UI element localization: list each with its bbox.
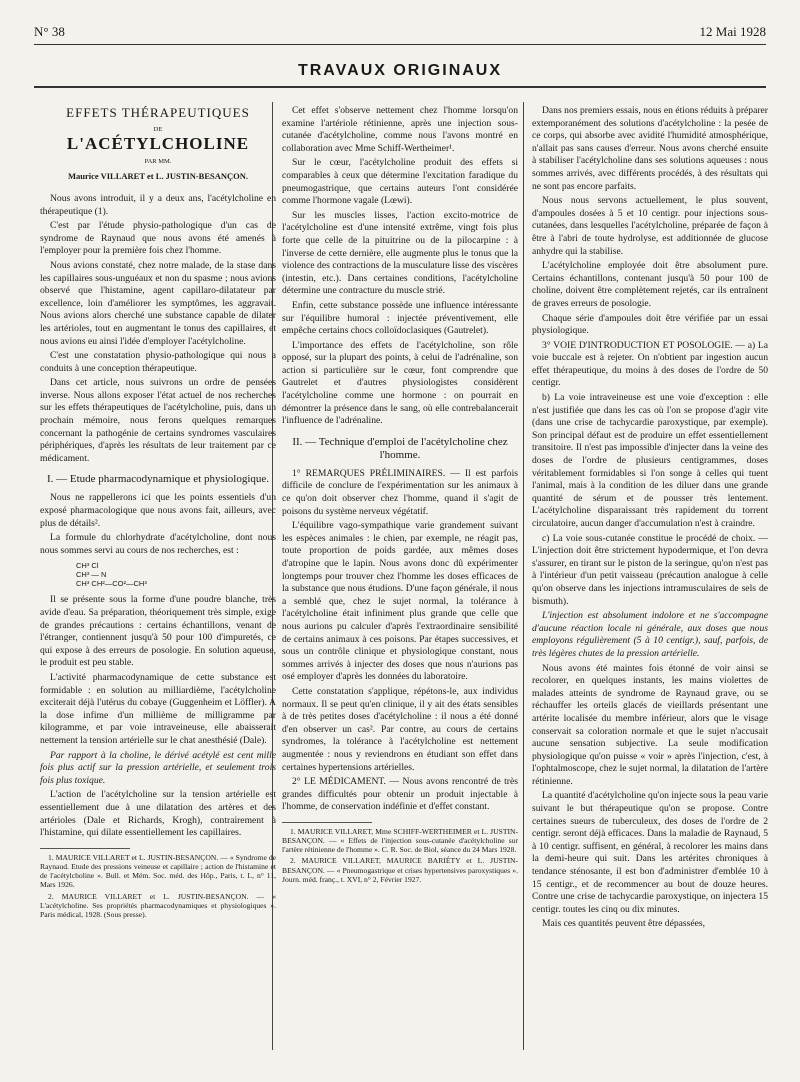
page-number: N° 38 (34, 24, 65, 39)
footnote-rule (40, 848, 130, 849)
authors: Maurice VILLARET et L. JUSTIN-BESANÇON. (67, 171, 249, 182)
section-heading-2: II. — Technique d'emploi de l'acétylcholine chez l'homme. (292, 435, 508, 461)
paragraph: Cet effet s'observe nettement chez l'homme lorsqu'on examine l'artériole rétinienne, après une injection sous-cutanée d'acétylcholine, comme nous l'avons montré en collaboration avec Mme Schiff-Wertheimer¹. (282, 105, 518, 154)
paragraph: Enfin, cette substance possède une influence intéressante sur l'équilibre humoral : injectée préventivement, elle empêche certains chocs colloïdoclasiques (Gautrelet). (282, 299, 518, 337)
footnote-rule (282, 822, 372, 823)
article-title-de: DE (153, 125, 163, 133)
footnote: 2. MAURICE VILLARET et L. JUSTIN-BESANÇON. — « L'acétylcholine. Ses propriétés pharmacodynamiques et physiologiques ». Paris médical, 1928. (Sous presse). (40, 891, 276, 919)
paragraph: Mais ces quantités peuvent être dépassées, (542, 918, 706, 930)
paragraph-italic: L'injection est absolument indolore et ne s'accompagne d'aucune réaction locale ni générale, aux doses que nous employons régulièrement (5 à 10 centigr.), sauf, parfois, de très légères chutes de la pression artérielle. (532, 610, 768, 659)
paragraph: L'importance des effets de l'acétylcholine, son rôle opposé, sur la plupart des points, à celui de l'adrénaline, son action si particulière sur le cœur, font comprendre que Gautrelet et d'autres physiologistes considèrent l'acétylcholine comme une hormone : on pourrait en démontrer la présence dans le sang, où elle contrebalancerait l'influence de l'adrénaline. (282, 339, 518, 427)
issue-date: 12 Mai 1928 (699, 24, 766, 39)
top-rule (34, 44, 766, 45)
paragraph: Il se présente sous la forme d'une poudre blanche, très avide d'eau. Sa préparation, théoriquement très simple, exige de grandes précautions : certains échantillons, venant de l'étranger, contiennent jusqu'à 50 pour 100 d'impuretés, ce qui expose à des erreurs de posologie. En solution aqueuse, le produit est peu stable. (40, 594, 276, 669)
paragraph: Nous nous servons actuellement, le plus souvent, d'ampoules dosées à 5 et 10 centigr. pour injections sous-cutanées, dans lesquelles l'acétylcholine, préparée de façon à être à l'abri de toute hydrolyse, est additionnée de glucose anhydre qui la stabilise. (532, 195, 768, 257)
paragraph: L'activité pharmacodynamique de cette substance est formidable : en solution au milliardième, l'acétylcholine exciterait déjà l'utérus du cobaye (Guggenheim et Löffler). A la dose infime d'un millième de milligramme par kilogramme, et par voie intraveineuse, elle abaisserait nettement la tension artérielle sur le chat anesthésié (Dale). (40, 671, 276, 746)
paragraph: Chaque série d'ampoules doit être vérifiée par un essai physiologique. (532, 312, 768, 337)
paragraph: Dans nos premiers essais, nous en étions réduits à préparer extemporanément des solutions d'acétylcholine : la pesée de ce corps, qui absorbe avec avidité l'humidité atmosphérique, n'allait pas sans causes d'erreur. Nous avons cherché ensuite à stabiliser l'acétylcholine dans ses solutions aqueuses : nous sommes arrivés, avec différents procédés, à des résultats qui ne sont pas encore parfaits. (532, 105, 768, 192)
column-1 (40, 105, 276, 1045)
paragraph-italic: Par rapport à la choline, le dérivé acétylé est cent mille fois plus actif sur la pression artérielle, et seulement trois fois plus toxique. (40, 749, 276, 786)
article-title-main: L'ACÉTYLCHOLINE (66, 134, 250, 154)
column-divider (523, 102, 524, 1050)
paragraph: Sur le cœur, l'acétylcholine produit des effets si comparables à ceux que détermine l'excitation faradique du pneumogastrique, que certains auteurs l'ont considérée comme l'hormone vagale (Lœwi). (282, 157, 518, 207)
section-heading-1: I. — Etude pharmacodynamique et physiologique. (46, 473, 270, 486)
paragraph: L'action de l'acétylcholine sur la tension artérielle est essentiellement due à une dilatation des artères et des artérioles (Dale et Richards, Krogh), contrairement à l'histamine, qui dilate essentiellement les capillaires. (40, 789, 276, 839)
paragraph: Nous avons été maintes fois étonné de voir ainsi se recolorer, en quelques instants, les mains violettes de malades atteints de syndrome de Raynaud grave, ou se réchauffer les orteils glacés de vieillards présentant une artérite localisée du membre inférieur, alors que le visage conservait sa coloration normale et que le sujet n'accusait aucune sensation subjective. La seule modification physiologique qu'on puisse « voir » après l'injection, c'est, à l'ophtalmoscope, chez le sujet normal, la dilatation de l'artère rétinienne. (532, 662, 768, 787)
paragraph: 2° LE MÉDICAMENT. — Nous avons rencontré de très grandes difficultés pour obtenir un produit injectable à l'homme, de conservation indéfinie et d'effet constant. (282, 776, 518, 813)
footnote: 1. MAURICE VILLARET et L. JUSTIN-BESANÇON. — « Syndrome de Raynaud. Etude des pressions veineuse et capillaire ; action de l'histamine et de l'acétylcholine ». Bull. et Mém. Soc. méd. des Hôp., Paris, t. L, n° 11, Mars 1926. (40, 852, 276, 890)
paragraph: L'équilibre vago-sympathique varie grandement suivant les espèces animales : le chien, par exemple, ne réagit pas, toute proportion de poids gardée, aux mêmes doses d'atropine que le lapin. Nous avons donc dû expérimenter longtemps pour trouver chez l'homme les doses efficaces de la substance que nous étudions. D'une façon générale, il nous a semblé que, chez le sujet normal, la tolérance à l'acétylcholine était infiniment plus grande que celle que nous aurions pu calculer d'après l'extraordinaire sensibilité de certains animaux à ces poisons. Par étapes successives, et sous un contrôle clinique et physiologique constant, nous sommes arrivés à injecter des doses que nous n'aurions pas osé employer d'après les données du laboratoire. (282, 520, 518, 683)
paragraph: C'est par l'étude physio-pathologique d'un cas de syndrome de Raynaud que nous avons été amenés à l'employer pour la première fois chez l'homme. (40, 220, 276, 257)
paragraph: c) La voie sous-cutanée constitue le procédé de choix. — L'injection doit être strictement hypodermique, et l'on devra s'assurer, en tirant sur le piston de la seringue, qu'on n'est pas à l'intérieur d'un petit vaisseau (précaution analogue à celle qu'on observe dans les injections intramusculaires de sels de bismuth). (532, 532, 768, 607)
column-2 (282, 105, 518, 1045)
paragraph: Nous avons introduit, il y a deux ans, l'acétylcholine en thérapeutique (1). (40, 192, 276, 217)
section-heading: TRAVAUX ORIGINAUX (297, 62, 503, 79)
paragraph: 3° VOIE D'INTRODUCTION ET POSOLOGIE. — a) La voie buccale est à rejeter. On n'obtient par ingestion aucun effet thérapeutique, du moins à des doses de l'ordre de 50 centigr. (532, 339, 768, 389)
paragraph: b) La voie intraveineuse est une voie d'exception : elle n'est justifiée que dans les cas où l'on se propose d'agir vite (dans une crise de tachycardie paroxystique, par exemple). Son principal défaut est de produire un effet essentiellement transitoire. Il n'est pas impossible d'injecter dans la veine des doses de l'ordre de plusieurs centigrammes, doses véritablement formidables si l'on songe à celles qui tuent l'animal, mais à la condition de les diluer dans une grande quantité de sérum et de pousser très lentement. L'acétylcholine disparaissant très rapidement du torrent circulatoire, aucun danger d'accumulation n'est à craindre. (532, 392, 768, 529)
footnote: 1. MAURICE VILLARET, Mme SCHIFF-WERTHEIMER et L. JUSTIN-BESANÇON. — « Effets de l'injection sous-cutanée d'acétylcholine sur l'artère rétinienne de l'homme ». C. R. Soc. de Biol, séance du 24 Mars 1928. (282, 826, 518, 855)
column-3 (532, 105, 768, 1065)
chemical-formula: CH³ Cl CH³ — N CH³ CH²—CO²—CH³ (76, 561, 147, 589)
heading-rule (34, 86, 766, 88)
paragraph: Sur les muscles lisses, l'action excito-motrice de l'acétylcholine est d'une intensité extrême, vingt fois plus forte que celle de la pituitrine ou de la pilocarpine : à l'inverse de cette dernière, elle augmente plus le tonus que la violence des contractions de la musculature lisse des viscères (intestin, etc.). Dans certaines conditions, l'acétylcholine détermine une contracture du muscle strié. (282, 209, 518, 297)
paragraph: 1° REMARQUES PRÉLIMINAIRES. — Il est parfois difficile de conclure de l'expérimentation sur les animaux à ce qu'on doit observer chez l'homme, quand il s'agit de poisons du système nerveux végétatif. (282, 467, 518, 517)
paragraph: C'est une constatation physio-pathologique qui nous a conduits à une conception thérapeutique. (40, 350, 276, 374)
paragraph: La formule du chlorhydrate d'acétylcholine, dont nous nous sommes servi au cours de nos recherches, est : (40, 532, 276, 556)
byline-par: PAR MM. (144, 157, 172, 165)
paragraph: Dans cet article, nous suivrons un ordre de pensées inverse. Nous allons exposer l'état actuel de nos recherches sur les effets thérapeutiques de l'acétylcholine, puis, dans un prochain mémoire, nous ferons quelques remarques concernant la pathogénie de certains syndromes vasculaires périphériques, d'après les résultats de leur traitement par ce médicament. (40, 377, 276, 464)
paragraph: La quantité d'acétylcholine qu'on injecte sous la peau varie suivant le but thérapeutique qu'on se propose. Contre certaines sueurs de tuberculeux, des doses de l'ordre de 2 centigr. seront déjà efficaces. Dans la maladie de Raynaud, 5 à 10 centigr. suffisent, en général, à recolorer les mains dans la demi-heure qui suit. Dans les artérites chroniques à tendance sténosante, il est bon d'administrer d'emblée 10 à 15 centigr., et de recommencer au bout de douze heures. Contre une crise de tachycardie paroxystique, on injectera 15 centigr. toutes les cinq ou dix minutes. (532, 790, 768, 915)
paragraph: Cette constatation s'applique, répétons-le, aux individus normaux. Il se peut qu'en clinique, il y ait des états sensibles à de très petites doses d'acétylcholine : il nous a été donné d'en observer un cas². Par contre, au cours de certains syndromes, la tolérance à l'acétylcholine est nettement augmentée : nous y reviendrons en étudiant son effet dans certaines hypertensions artérielles. (282, 685, 518, 773)
footnote: 2. MAURICE VILLARET, MAURICE BARIÉTY et L. JUSTIN-BESANÇON. — « Pneumogastrique et crises hypertensives paroxystiques ». Journ. méd. franç., t. XVI, n° 2, Février 1927. (282, 856, 518, 884)
article-title: EFFETS THÉRAPEUTIQUES (66, 105, 250, 120)
paragraph: Nous ne rappellerons ici que les points essentiels d'un exposé pharmacologique que nous avons fait, ailleurs, avec plus de détails². (40, 492, 276, 529)
paragraph: Nous avions constaté, chez notre malade, de la stase dans les capillaires sous-unguéaux et non du spasme ; nous avions observé que l'histamine, agent capillaro-dilatateur par excellence, loin d'améliorer les symptômes, les aggravait. Nous avions alors cherché une substance capable de dilater les artérioles, tout en augmentant le tonus des capillaires, et nous avions eu ainsi l'idée d'employer l'acétylcholine. (40, 259, 276, 347)
paragraph: L'acétylcholine employée doit être absolument pure. Certains échantillons, contenant jusqu'à 50 pour 100 de choline, doivent être complètement rejetés, car ils entraînent de graves erreurs de posologie. (532, 260, 768, 309)
